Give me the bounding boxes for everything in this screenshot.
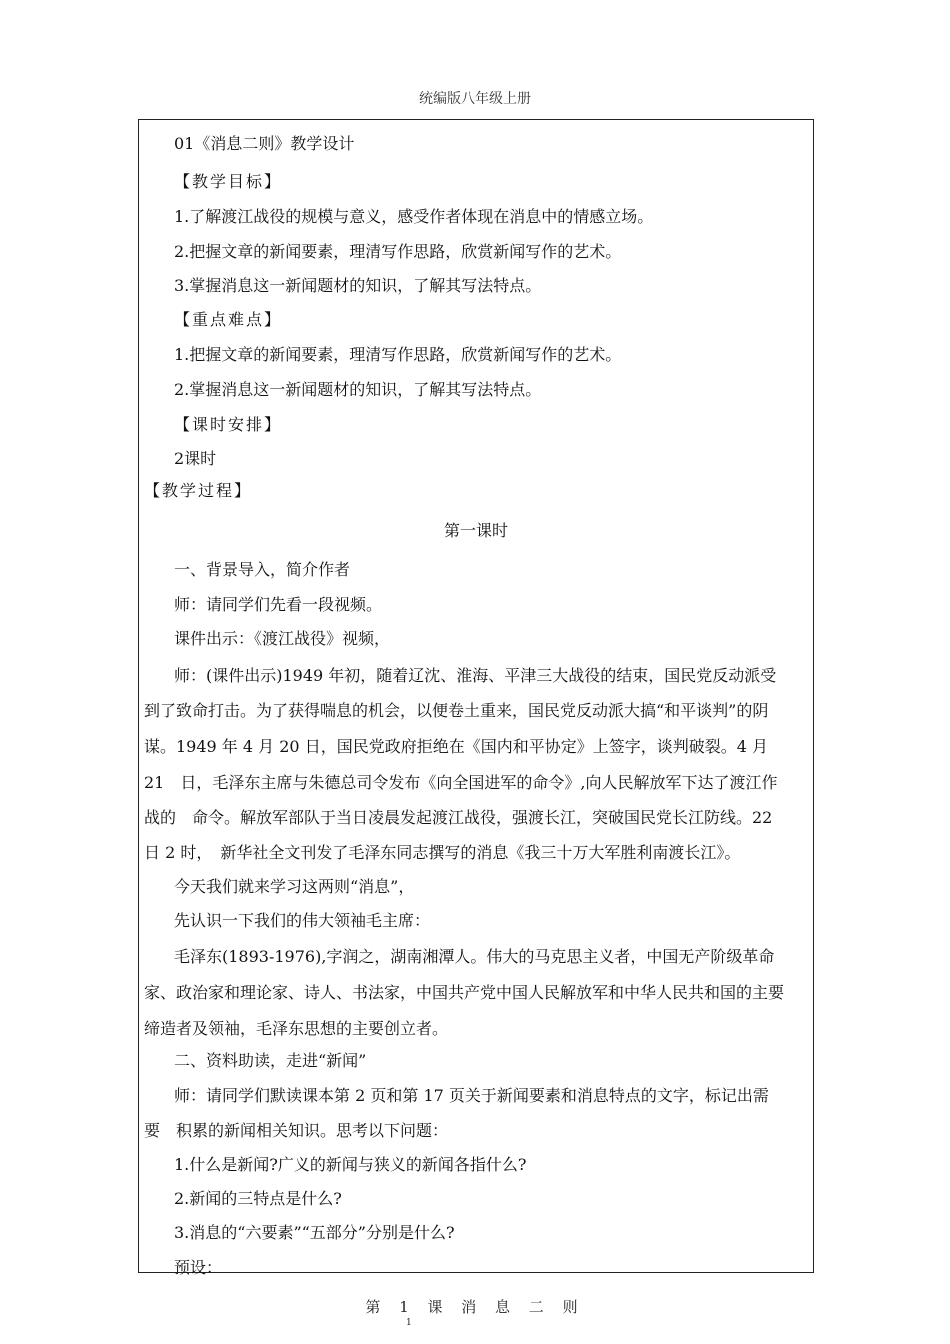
line-key-1: 1.把握文章的新闻要素，理清写作思路，欣赏新闻写作的艺术。 — [174, 345, 622, 364]
line-q-2: 2.新闻的三特点是什么? — [174, 1189, 342, 1208]
line-h-key: 【重点难点】 — [174, 310, 283, 329]
page-footer: 第 1 课 消 息 二 则 — [365, 1298, 585, 1316]
line-p-3c: 谋。1949 年 4 月 20 日，国民党政府拒绝在《国内和平协定》上签字，谈判破裂。4 月 — [144, 737, 768, 756]
line-obj-2: 2.把握文章的新闻要素，理清写作思路，欣赏新闻写作的艺术。 — [174, 242, 622, 261]
line-p-2: 课件出示：《渡江战役》视频， — [174, 629, 391, 648]
line-obj-3: 3.掌握消息这一新闻题材的知识，了解其写法特点。 — [174, 276, 542, 295]
line-p-3d: 21 日，毛泽东主席与朱德总司令发布《向全国进军的命令》,向人民解放军下达了渡江作 — [144, 773, 778, 792]
line-sec-2: 二、资料助读，走进“新闻” — [174, 1051, 367, 1070]
page-header: 统编版八年级上册 — [419, 91, 531, 107]
line-p-3b: 到了致命打击。为了获得喘息的机会，以便卷土重来，国民党反动派大搞“和平谈判”的阴 — [144, 701, 769, 720]
line-schedule: 2课时 — [174, 449, 217, 468]
line-title: 01《消息二则》教学设计 — [174, 134, 355, 153]
line-preset: 预设： — [174, 1258, 223, 1277]
line-q-3: 3.消息的“六要素”“五部分”分别是什么? — [174, 1223, 455, 1242]
line-q-1: 1.什么是新闻?广义的新闻与狭义的新闻各指什么? — [174, 1155, 527, 1174]
line-h-objectives: 【教学目标】 — [174, 172, 283, 191]
line-p-3e: 战的 命令。解放军部队于当日凌晨发起渡江战役，强渡长江，突破国民党长江防线。22 — [144, 808, 773, 827]
line-p-3f: 日 2 时， 新华社全文刊发了毛泽东同志撰写的消息《我三十万大军胜利南渡长江》。 — [144, 843, 741, 862]
line-p-4: 今天我们就来学习这两则“消息”， — [174, 877, 415, 896]
line-p-7a: 师：请同学们默读课本第 2 页和第 17 页关于新闻要素和消息特点的文字，标记出需 — [174, 1086, 769, 1105]
line-lesson-1: 第一课时 — [443, 521, 508, 540]
line-p-1: 师：请同学们先看一段视频。 — [174, 595, 383, 614]
line-p-6b: 家、政治家和理论家、诗人、书法家，中国共产党中国人民解放军和中华人民共和国的主要 — [144, 983, 785, 1002]
line-p-6a: 毛泽东(1893-1976),字润之，湖南湘潭人。伟大的马克思主义者，中国无产阶级革命 — [174, 947, 775, 966]
line-p-7b: 要 积累的新闻相关知识。思考以下问题： — [144, 1121, 449, 1140]
line-p-3a: 师：(课件出示)1949 年初，随着辽沈、淮海、平津三大战役的结束，国民党反动派受 — [174, 666, 777, 685]
line-p-5: 先认识一下我们的伟大领袖毛主席： — [174, 911, 431, 930]
page-number: 1 — [406, 1318, 412, 1328]
line-key-2: 2.掌握消息这一新闻题材的知识，了解其写法特点。 — [174, 380, 542, 399]
line-sec-1: 一、背景导入，简介作者 — [174, 560, 351, 579]
line-h-process: 【教学过程】 — [144, 481, 253, 500]
line-obj-1: 1.了解渡江战役的规模与意义，感受作者体现在消息中的情感立场。 — [174, 207, 654, 226]
line-h-schedule: 【课时安排】 — [174, 415, 283, 434]
line-p-6c: 缔造者及领袖，毛泽东思想的主要创立者。 — [144, 1019, 449, 1038]
